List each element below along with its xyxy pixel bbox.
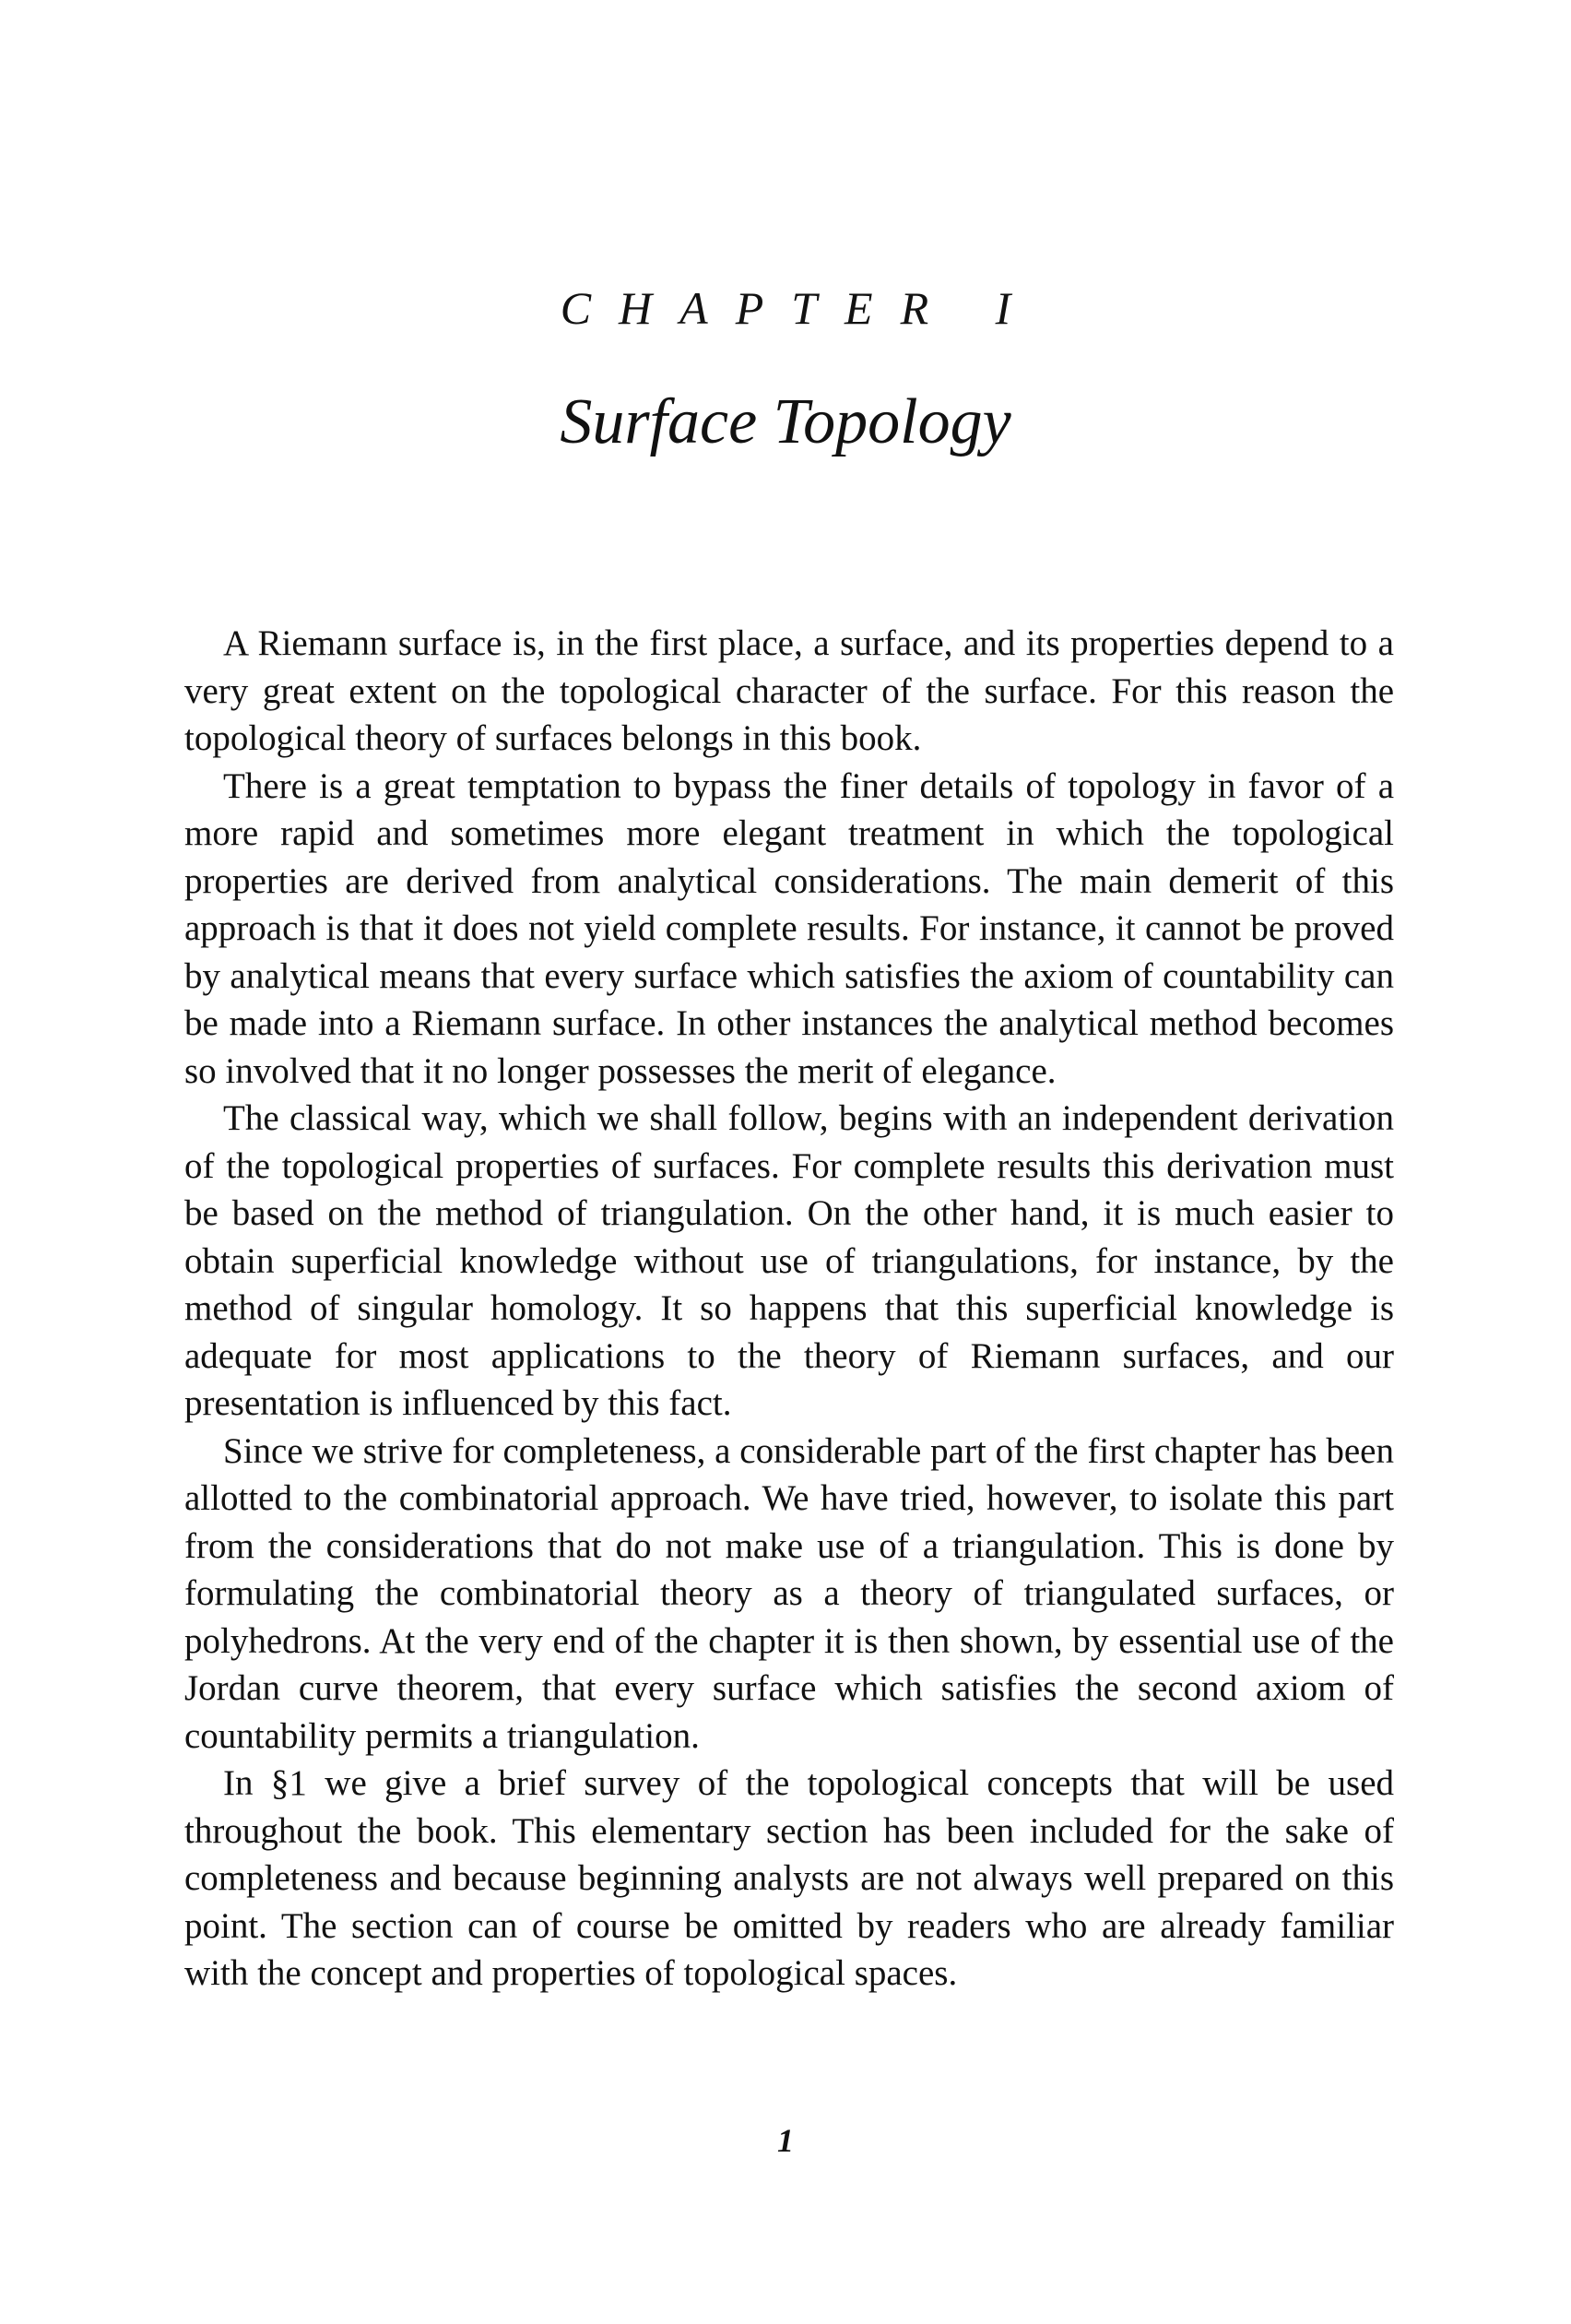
page-number: 1	[777, 2122, 794, 2159]
paragraph: A Riemann surface is, in the first place, a surface, and its properties depend to a very great extent on the topological character of the surface. For this reason the topological theory of surfaces belongs in this book.	[184, 623, 1394, 758]
paragraph: The classical way, which we shall follow, begins with an independent derivation of the topological properties of surfaces. For complete results this derivation must be based on the method of triangulation. On the other hand, it is much easier to obtain superficial knowledge without use of triangulations, for instance, by the method of singular homology. It so happens that this superficial knowledge is adequate for most applications to the theory of Riemann surfaces, and our presentation is influenced by this fact.	[184, 1098, 1394, 1423]
paragraph: In §1 we give a brief survey of the topological concepts that will be used throughout the book. This elementary section has been included for the sake of completeness and because beginning analysts are not always well prepared on this point. The section can of course be omitted by readers who are already familiar with the concept and properties of topological spaces.	[184, 1763, 1394, 1993]
chapter-introduction	[184, 620, 1394, 1998]
chapter-title: Surface Topology	[560, 386, 1011, 457]
paragraph: Since we strive for completeness, a considerable part of the first chapter has been allotted to the combinatorial approach. We have tried, however, to isolate this part from the considerations that do not make use of a triangulation. This is done by formulating the combinatorial theory as a theory of triangulated surfaces, or polyhedrons. At the very end of the chapter it is then shown, by essential use of the Jordan curve theorem, that every surface which satisfies the second axiom of countability permits a triangulation.	[184, 1430, 1394, 1756]
paragraph: There is a great temptation to bypass the finer details of topology in favor of a more rapid and sometimes more elegant treatment in which the topological properties are derived from analytical considerations. The main demerit of this approach is that it does not yield complete results. For instance, it cannot be proved by analytical means that every surface which satisfies the axiom of countability can be made into a Riemann surface. In other instances the analytical method becomes so involved that it no longer possesses the merit of elegance.	[184, 765, 1394, 1091]
chapter-label: CHAPTER I	[560, 282, 1039, 334]
